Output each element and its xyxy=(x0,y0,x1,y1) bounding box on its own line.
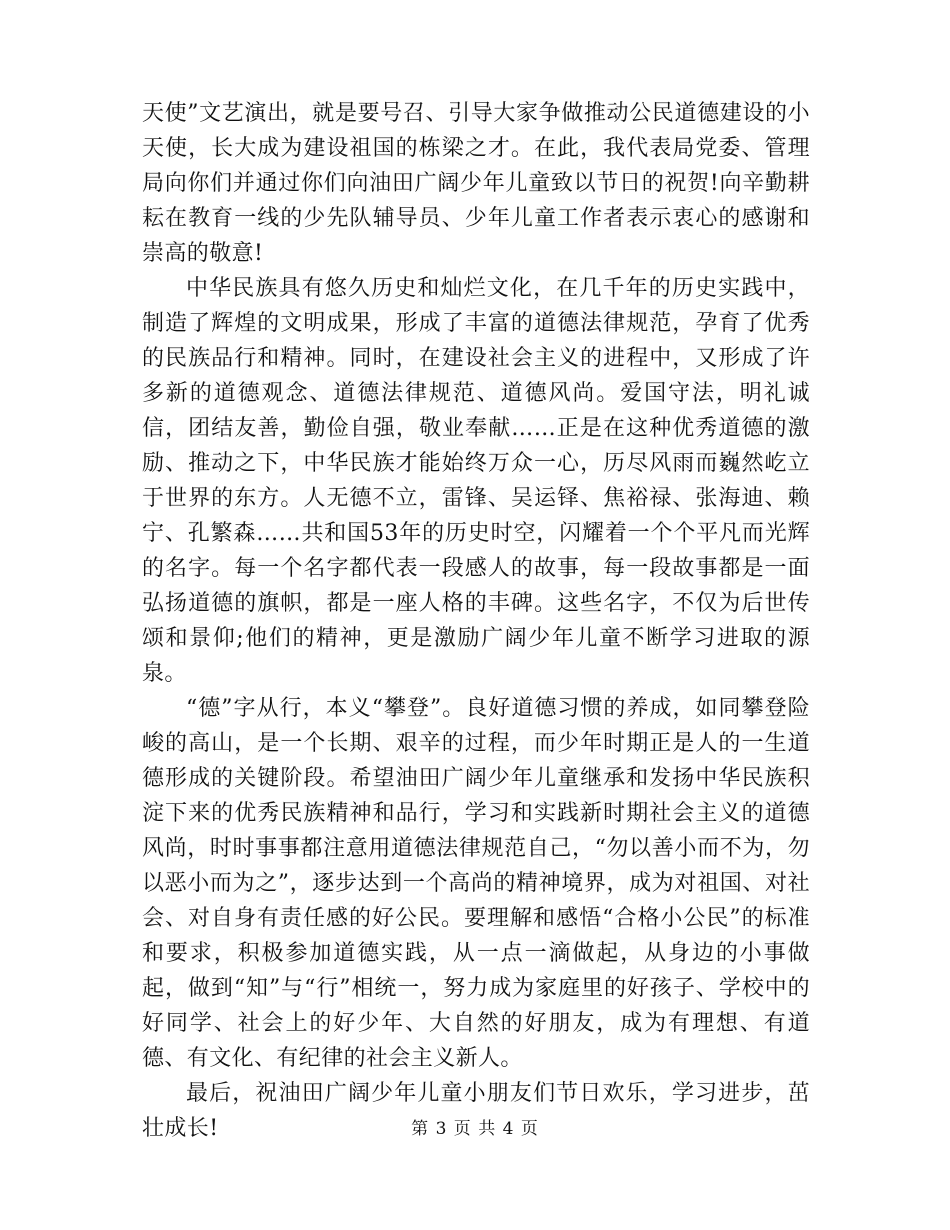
paragraph-4: 最后，祝油田广阔少年儿童小朋友们节日欢乐，学习进步，茁壮成长! xyxy=(142,1081,810,1141)
paragraph-1: 天使”文艺演出，就是要号召、引导大家争做推动公民道德建设的小天使，长大成为建设祖国的栋梁之才。在此，我代表局党委、管理局向你们并通过你们向油田广阔少年儿童致以节日的祝贺!向辛勤耕耘在教育一线的少先队辅导员、少年儿童工作者表示衷心的感谢和崇高的敬意! xyxy=(142,101,810,266)
paragraph-3: “德”字从行，本义“攀登”。良好道德习惯的养成，如同攀登险峻的高山，是一个长期、艰辛的过程，而少年时期正是人的一生道德形成的关键阶段。希望油田广阔少年儿童继承和发扬中华民族积淀下来的优秀民族精神和品行，学习和实践新时期社会主义的道德风尚，时时事事都注意用道德法律规范自己，“勿以善小而不为，勿以恶小而为之”，逐步达到一个高尚的精神境界，成为对祖国、对社会、对自身有责任感的好公民。要理解和感悟“合格小公民”的标准和要求，积极参加道德实践，从一点一滴做起，从身边的小事做起，做到“知”与“行”相统一，努力成为家庭里的好孩子、学校中的好同学、社会上的好少年、大自然的好朋友，成为有理想、有道德、有文化、有纪律的社会主义新人。 xyxy=(142,696,810,1071)
paragraph-2: 中华民族具有悠久历史和灿烂文化，在几千年的历史实践中，制造了辉煌的文明成果，形成了丰富的道德法律规范，孕育了优秀的民族品行和精神。同时，在建设社会主义的进程中，又形成了许多新的道德观念、道德法律规范、道德风尚。爱国守法，明礼诚信，团结友善，勤俭自强，敬业奉献……正是在这种优秀道德的激励、推动之下，中华民族才能始终万众一心，历尽风雨而巍然屹立于世界的东方。人无德不立，雷锋、吴运铎、焦裕禄、张海迪、赖宁、孔繁森……共和国53年的历史时空，闪耀着一个个平凡而光辉的名字。每一个名字都代表一段感人的故事，每一段故事都是一面弘扬道德的旗帜，都是一座人格的丰碑。这些名字，不仅为后世传颂和景仰;他们的精神，更是激励广阔少年儿童不断学习进取的源泉。 xyxy=(142,276,810,686)
page-number-footer: 第 3 页 共 4 页 xyxy=(411,1119,539,1139)
document-body xyxy=(142,96,810,1146)
